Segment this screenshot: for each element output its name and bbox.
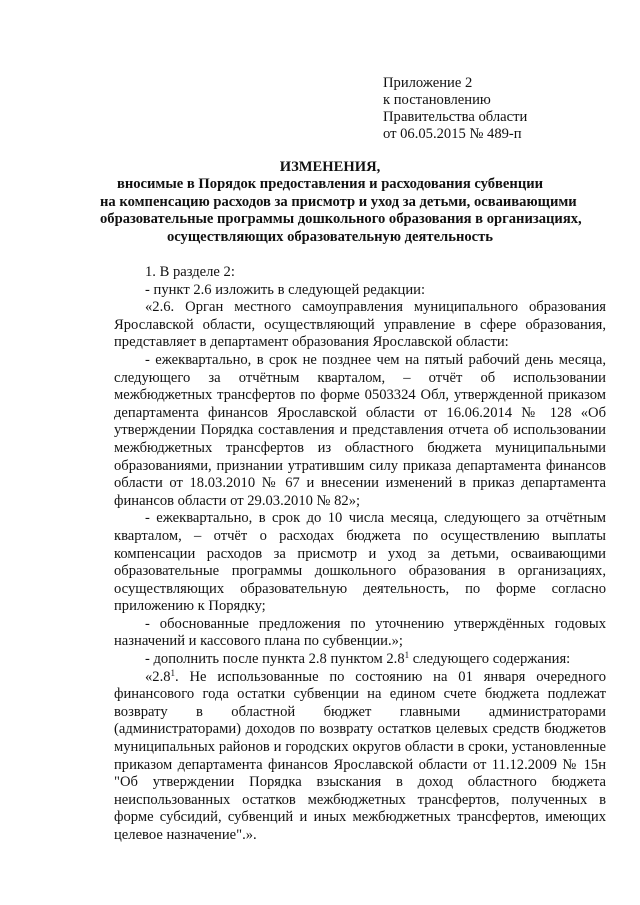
title-heading: ИЗМЕНЕНИЯ,	[279, 159, 381, 175]
appendix-line-3: Правительства области	[383, 109, 528, 125]
item-2-8-1-text: . Не использованные по состоянию на 01 января очередного финансового года остатки субвенции на едином счете бюджета подлежат возврату в областной бюджет главными администраторами (администраторами) доходов по возврату остатков целевых средств бюджетов муниципальных районов и городских округов области в сроки, установленные приказом департамента финансов Ярославской области от 11.12.2009 № 15н "Об утверждении Порядка взыскания в доход областного бюджета неиспользованных остатков межбюджетных трансфертов, полученных в форме субсидий, субвенций и иных межбюджетных трансфертов, имеющих целевое назначение".».	[114, 668, 606, 843]
paragraph-quarterly-report: - ежеквартально, в срок не позднее чем на пятый рабочий день месяца, следующего за отчётным кварталом, – отчёт об использовании межбюджетных трансфертов по форме 0503324 Обл, утвержденной приказом департамента финансов Ярославской области от 16.06.2014 № 128 «Об утверждении Порядка составления и представления отчета об использовании межбюджетных трансфертов из областного бюджета муниципальными образованиями, признании утратившим силу приказа департамента финансов области от 18.03.2010 № 67 и внесении изменений в приказ департамента финансов области от 29.03.2010 № 82»;	[114, 351, 606, 509]
title-line-2: на компенсацию расходов за присмотр и уход за детьми, осваивающими	[100, 193, 577, 210]
appendix-line-2: к постановлению	[383, 92, 491, 108]
title-line-3: образовательные программы дошкольного образования в организациях,	[100, 211, 582, 228]
document-title	[100, 159, 582, 246]
paragraph-2-6-text: «2.6. Орган местного самоуправления муниципального образования Ярославской области, осуществляющий управление в сфере образования, представляет в департамент образования Ярославской области:	[114, 299, 606, 351]
add-item-text-end: следующего содержания:	[409, 651, 571, 668]
appendix-block	[383, 75, 527, 143]
paragraph-proposals: - обоснованные предложения по уточнению утверждённых годовых назначений и кассового плана по субвенции.»;	[114, 615, 606, 650]
appendix-line-4: от 06.05.2015 № 489-п	[383, 126, 522, 142]
title-line-1: вносимые в Порядок предоставления и расходования субвенции	[116, 176, 544, 193]
superscript: 1	[404, 650, 410, 661]
add-item-text: - дополнить после пункта 2.8 пунктом 2.8	[145, 651, 405, 668]
paragraph-expense-report: - ежеквартально, в срок до 10 числа месяца, следующего за отчётным кварталом, – отчёт о расходах бюджета по осуществлению выплаты компенсации расходов за присмотр и уход за детьми, осваивающими образовательные программы дошкольного образования в организациях, осуществляющих образовательную деятельность, по форме согласно приложению к Порядку;	[114, 510, 606, 615]
paragraph-item-2-6: - пункт 2.6 изложить в следующей редакции:	[145, 281, 426, 298]
title-line-4: осуществляющих образовательную деятельность	[166, 228, 494, 245]
item-number: «2.8	[145, 668, 171, 685]
paragraph-add-item	[114, 651, 606, 669]
appendix-line-1: Приложение 2	[383, 75, 473, 91]
paragraph-section: 1. В разделе 2:	[145, 264, 235, 280]
paragraph-2-8-1	[114, 669, 606, 845]
document-body	[114, 264, 606, 845]
superscript: 1	[170, 667, 176, 678]
